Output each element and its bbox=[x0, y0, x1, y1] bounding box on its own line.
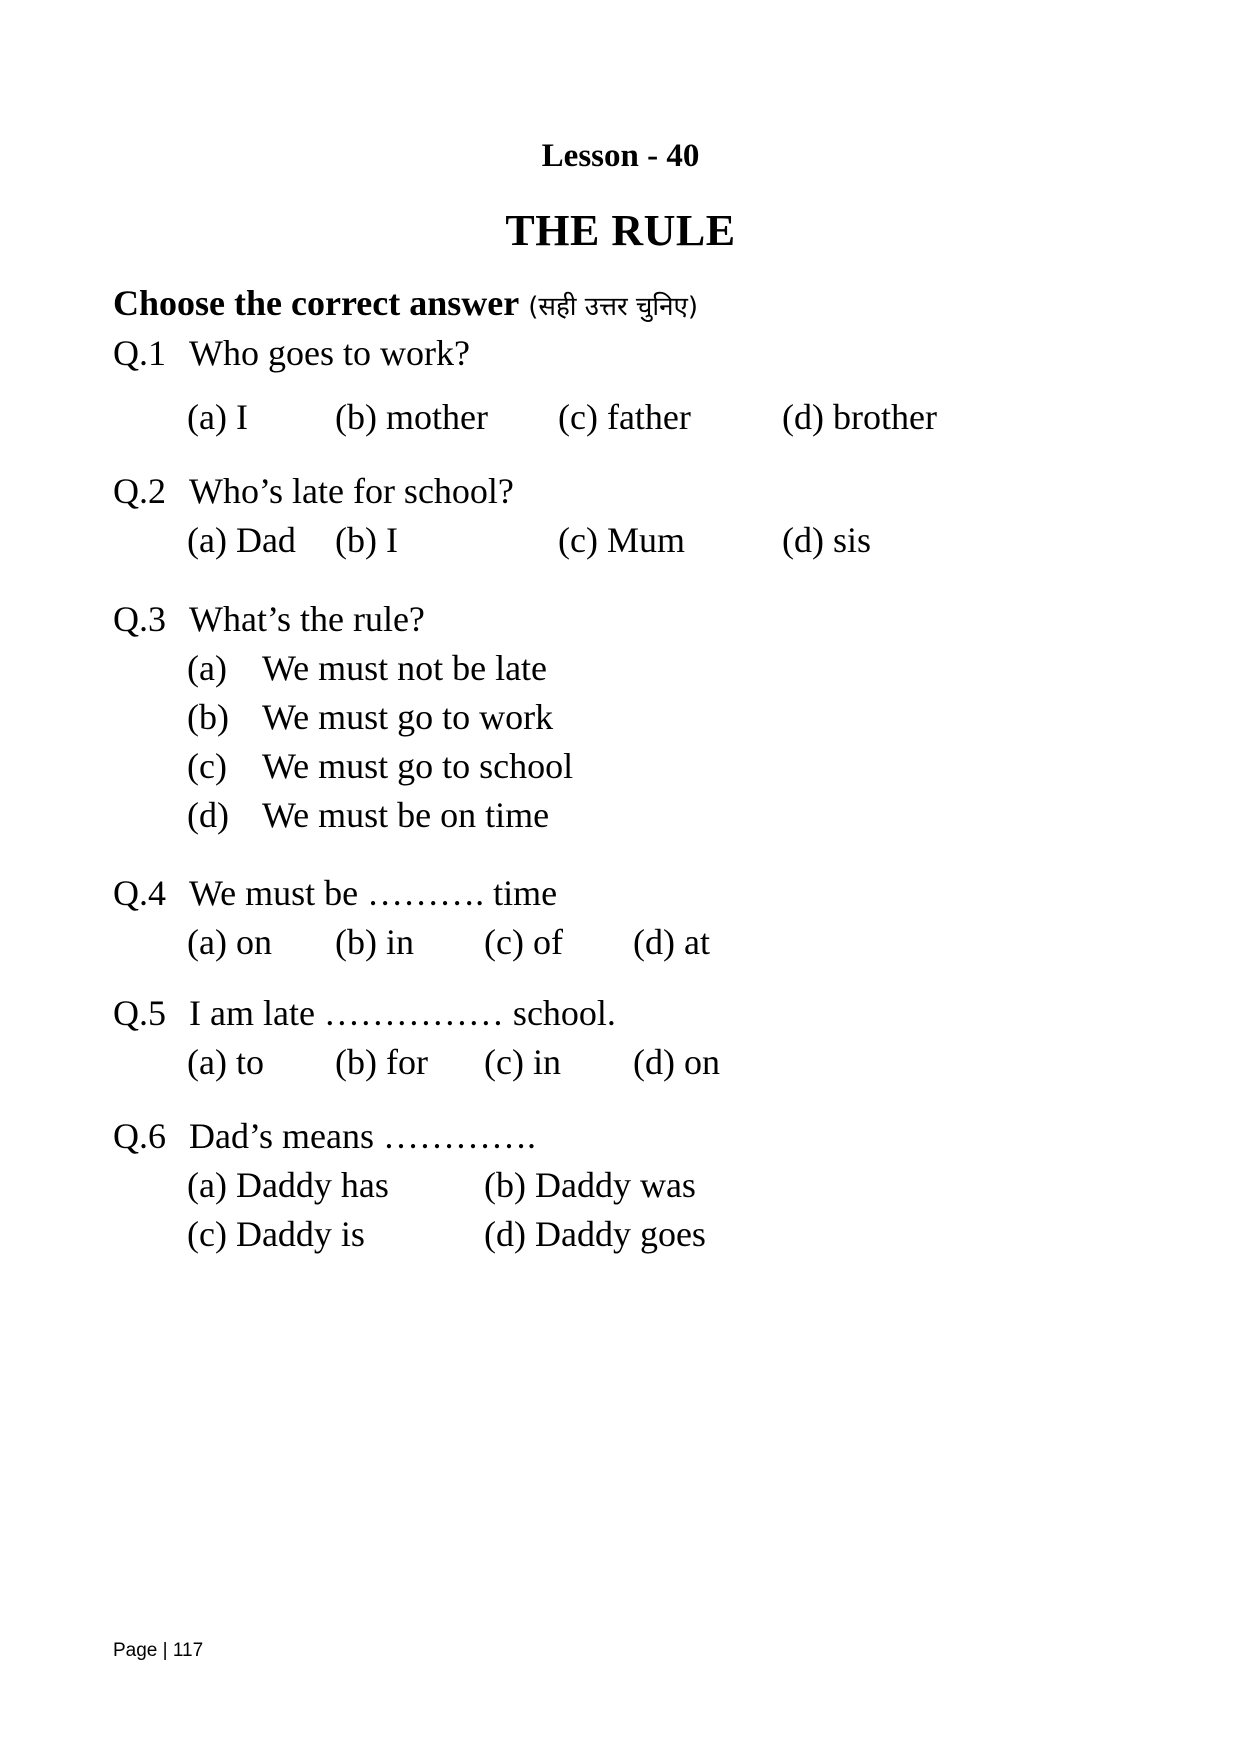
option: (b) for bbox=[335, 1042, 428, 1082]
question-2 bbox=[113, 470, 514, 512]
option-text: We must go to school bbox=[262, 746, 574, 786]
question-text: Who’s late for school? bbox=[189, 471, 514, 511]
question-text: We must be ………. time bbox=[189, 873, 558, 913]
question-text: Dad’s means …………. bbox=[189, 1116, 536, 1156]
option-text: We must go to work bbox=[262, 697, 554, 737]
question-text: Who goes to work? bbox=[189, 333, 470, 373]
page-number: Page | 117 bbox=[113, 1640, 204, 1661]
option: (d) sis bbox=[782, 520, 871, 560]
option-text: We must not be late bbox=[262, 648, 548, 688]
option: (a) Dad bbox=[187, 520, 296, 560]
question-number: Q.5 bbox=[113, 993, 166, 1033]
option: (d) brother bbox=[782, 397, 937, 437]
option: (a) to bbox=[187, 1042, 264, 1082]
lesson-number: Lesson - 40 bbox=[541, 138, 700, 174]
option: (a) on bbox=[187, 922, 272, 962]
question-number: Q.6 bbox=[113, 1116, 166, 1156]
option: (c) Mum bbox=[558, 520, 685, 560]
option: (d) on bbox=[633, 1042, 720, 1082]
question-3 bbox=[113, 598, 425, 640]
option: (d) at bbox=[633, 922, 710, 962]
option: (c) in bbox=[484, 1042, 561, 1082]
option-label: (a) bbox=[187, 648, 227, 688]
option: (a) Daddy has bbox=[187, 1165, 389, 1205]
question-number: Q.3 bbox=[113, 599, 166, 639]
question-number: Q.4 bbox=[113, 873, 166, 913]
option-label: (c) bbox=[187, 746, 227, 786]
option: (c) father bbox=[558, 397, 691, 437]
question-6 bbox=[113, 1115, 536, 1157]
option: (b) I bbox=[335, 520, 398, 560]
option: (b) mother bbox=[335, 397, 488, 437]
question-number: Q.1 bbox=[113, 333, 166, 373]
option-text: We must be on time bbox=[262, 795, 550, 835]
instruction-text: Choose the correct answer bbox=[113, 283, 520, 323]
option: (b) in bbox=[335, 922, 414, 962]
option-label: (d) bbox=[187, 795, 229, 835]
instruction bbox=[113, 282, 698, 324]
question-text: What’s the rule? bbox=[189, 599, 425, 639]
question-1 bbox=[113, 332, 470, 374]
option-label: (b) bbox=[187, 697, 229, 737]
option: (c) of bbox=[484, 922, 563, 962]
question-number: Q.2 bbox=[113, 471, 166, 511]
option: (b) Daddy was bbox=[484, 1165, 696, 1205]
option: (c) Daddy is bbox=[187, 1214, 365, 1254]
instruction-hindi: (सही उत्तर चुनिए) bbox=[528, 292, 699, 322]
option: (d) Daddy goes bbox=[484, 1214, 706, 1254]
option: (a) I bbox=[187, 397, 248, 437]
page-title: THE RULE bbox=[505, 206, 736, 255]
question-5 bbox=[113, 992, 616, 1034]
question-4 bbox=[113, 872, 557, 914]
question-text: I am late …………… school. bbox=[189, 993, 616, 1033]
